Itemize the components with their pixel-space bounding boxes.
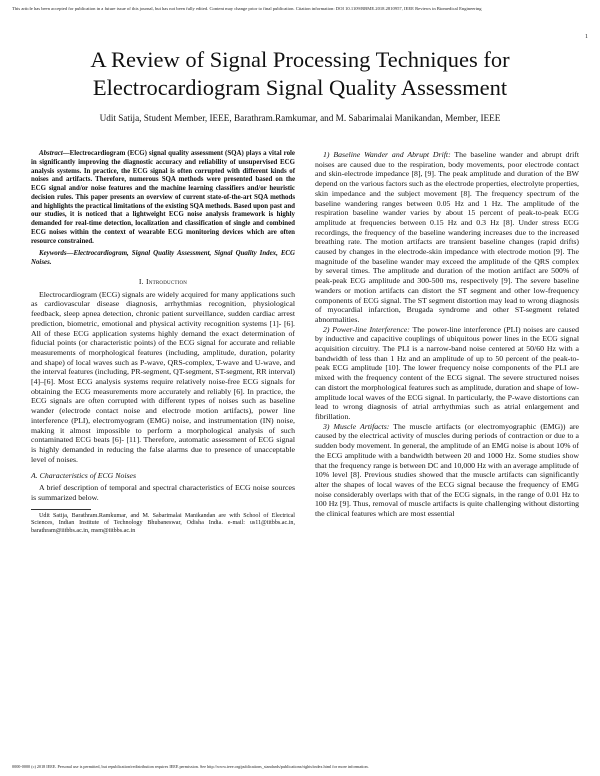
abstract: Abstract—Electrocardiogram (ECG) signal quality assessment (SQA) plays a vital role in significantly improving the diagnostic accuracy and reliability of unsupervised ECG analysis systems. In practice, the ECG signal is often corrupted with different kinds of noises and artifacts. Therefore, numerous SQA methods were presented based on the ECG signal and/or noise features and the machine learning classifiers and/or heuristic decision rules. This paper presents an overview of current state-of-the-art SQA methods and highlights the practical limitations of the existing SQA methods. Based upon past and our studies, it is noticed that a lightweight ECG noise analysis framework is highly demanded for real-time detection, localization and classification of single and combined ECG noises within the context of wearable ECG monitoring devices which are often resource constrained.: [31, 150, 295, 245]
baseline-wander-heading: 1) Baseline Wander and Abrupt Drift:: [323, 150, 451, 159]
right-column: [315, 150, 579, 519]
power-line-text: The power-line interference (PLI) noises are caused by inductive and capacitive couplings of ubiquitous power lines in the ECG signal acquisition circuitry. The PLI is a narrow-band noise centered at 50/60 Hz with a bandwidth of less than 1 Hz and an amplitude of up to 50 percent of the peak-to-peak ECG amplitude [10]. The lower frequency noise components of the PLI are mixed with the frequency content of the ECG signal. The severe structured noises can distort the morphological features such as amplitude, duration and shape of low-amplitude local waves of the ECG signal. In particularly, the P-wave distortions can lead to wrong diagnosis of atrial arrhythmias such as atrial enlargement and fibrillation.: [315, 324, 579, 421]
page-number: 1: [585, 34, 588, 40]
section-heading-introduction: I. Introduction: [138, 276, 188, 286]
journal-header-note: This article has been accepted for publication in a future issue of this journal, but has not been fully edited. Content may change prior to final publication. Citation information: DOI 10.1109/RBME.2018.2810957, IEEE Reviews in Biomedical Engineering: [12, 6, 482, 11]
baseline-wander-paragraph: [315, 150, 579, 325]
subsection-heading-noises: A. Characteristics of ECG Noises: [31, 471, 137, 481]
baseline-wander-text: The baseline wander and abrupt drift noises are caused due to the respiration, body movements, poor electrode contact and skin-electrode impedance [8], [9]. The peak amplitude and duration of the BW depend on the various factors such as the electrode properties, electrolyte properties, skin impedance and the subject movement [8]. The frequency spectrum of the baseline wandering ranges between 0.05 Hz and 1 Hz. The amplitude of the respiration baseline wander varies by about 15 percent of peak-to-peak ECG amplitude at frequencies between 0.15 Hz and 0.3 Hz [8]. Under stress ECG recordings, the frequency of the baseline wandering increases due to the increased breathing rate. The motion artifacts are transient baseline changes (rapid drifts) caused by changes in the electrode-skin impedance with electrode motion [9]. The magnitude of the baseline wander may exceed the amplitude of the QRS complex by several times. The amplitude and duration of the motion artifact are 500% of peak-peak ECG amplitude and 300-500 ms, respectively [9]. The severe baseline wanders or motion artifacts can distort the ST segment and other low-frequency components of ECG signal. The ST segment distortion may lead to wrong diagnosis of myocardial infarction, Brugada syndrome and other ST-segment related abnormalities.: [315, 150, 580, 324]
noises-intro-paragraph: A brief description of temporal and spectral characteristics of ECG noise sources is summarized below.: [31, 483, 295, 503]
abstract-text: Electrocardiogram (ECG) signal quality assessment (SQA) plays a vital role in significantly improving the diagnostic accuracy and reliability of unsupervised ECG analysis systems. In practice, the ECG signal is often corrupted with different kinds of noises and artifacts. Therefore, numerous SQA methods were presented based on the ECG signal and/or noise features and the machine learning classifiers and/or heuristic decision rules. This paper presents an overview of current state-of-the-art SQA methods and highlights the practical limitations of the existing SQA methods. Based upon past and our studies, it is noticed that a lightweight ECG noise analysis framework is highly demanded for real-time detection, localization and classification of single and combined ECG noises within the context of wearable ECG monitoring devices which are often resource constrained.: [31, 150, 295, 245]
author-line: Udit Satija, Student Member, IEEE, Barathram.Ramkumar, and M. Sabarimalai Manikandan, Member, IEEE: [99, 113, 501, 123]
intro-paragraph: Electrocardiogram (ECG) signals are widely acquired for many applications such as cardiovascular disease diagnosis, arrhythmias recognition, physiological feedback, sleep apnea detection, chronic patient surveillance, sudden cardiac arrest prediction, biometric, emotional and physical activity recognition systems [1]- [6]. All of these ECG application systems highly demand the exact determination of fiducial points (or characteristic points) of the ECG signal for accurate and reliable measurements of morphological features (including, amplitude, duration, polarity and shape) of local waves such as P-wave, QRS-complex, T-wave and U-wave, and the interval features (including, PR-segment, QT-segment, ST-segment, RR interval) [4]–[6]. Most ECG analysis systems require relatively noise-free ECG signals for obtaining the ECG measurements more accurately and reliably [6]. In practice, the ECG signals are often corrupted with different types of noises such as baseline wander (electrode contact noise and electrode motion artifacts), power line interference (PLI), electromyogram (EMG) noise, and instrumentation (IN) noise, making it almost impossible to perform a morphological analysis of such contaminated ECG beats [6]- [11]. Therefore, automatic assessment of ECG signal is highly demanded in reducing the false alarms due to presence of unacceptable level of noises.: [31, 289, 295, 464]
left-column: [31, 150, 295, 536]
muscle-artifacts-paragraph: [315, 422, 579, 519]
paper-title: A Review of Signal Processing Techniques for Electrocardiogram Signal Quality Assessment: [90, 47, 510, 100]
keywords-text: Electrocardiogram, Signal Quality Assessment, Signal Quality Index, ECG Noises.: [31, 250, 295, 266]
muscle-artifacts-text: The muscle artifacts (or electromyographic (EMG)) are caused by the electrical activity of muscles during periods of contraction or due to a sudden body movement. In general, the amplitude of an EMG noise is about 10% of the ECG amplitude with a bandwidth between 20 and 1000 Hz. Some studies show that the frequency range is between DC and 10,000 Hz with an average amplitude of 10% level [8]. Previous studies showed that the muscle artifacts can significantly alter the shapes of local waves of the ECG signal because the frequency of EMG noise considerably overlaps with that of the ECG signals, in the range of 0.01 Hz to 100 Hz [9]. Thus, removal of muscle artifacts is quite challenging without distorting the clinical features which are most essential: [315, 421, 579, 519]
power-line-heading: 2) Power-line Interference:: [323, 324, 410, 334]
keywords-label: Keywords: [39, 250, 67, 258]
author-affiliation-footnote: Udit Satija, Barathram.Ramkumar, and M. Sabarimalai Manikandan are with School of Electrical Sciences, Indian Institute of Technology Bhubaneswar, Odisha India. e-mail: us11@iitbbs.ac.in, barathram@iitbbs.ac.in, msm@iitbbs.ac.in: [31, 512, 295, 534]
copyright-footer: 0000-0000 (c) 2018 IEEE. Personal use is permitted, but republication/redistribution requires IEEE permission. See http://www.ieee.org/publications_standards/publications/rights/index.html for more information.: [12, 764, 369, 769]
keywords: Keywords—Electrocardiogram, Signal Quality Assessment, Signal Quality Index, ECG Noises.: [31, 250, 295, 266]
footnote-divider: [31, 509, 91, 510]
power-line-paragraph: [315, 325, 579, 422]
muscle-artifacts-heading: 3) Muscle Artifacts:: [323, 421, 390, 431]
abstract-label: Abstract: [39, 150, 63, 157]
